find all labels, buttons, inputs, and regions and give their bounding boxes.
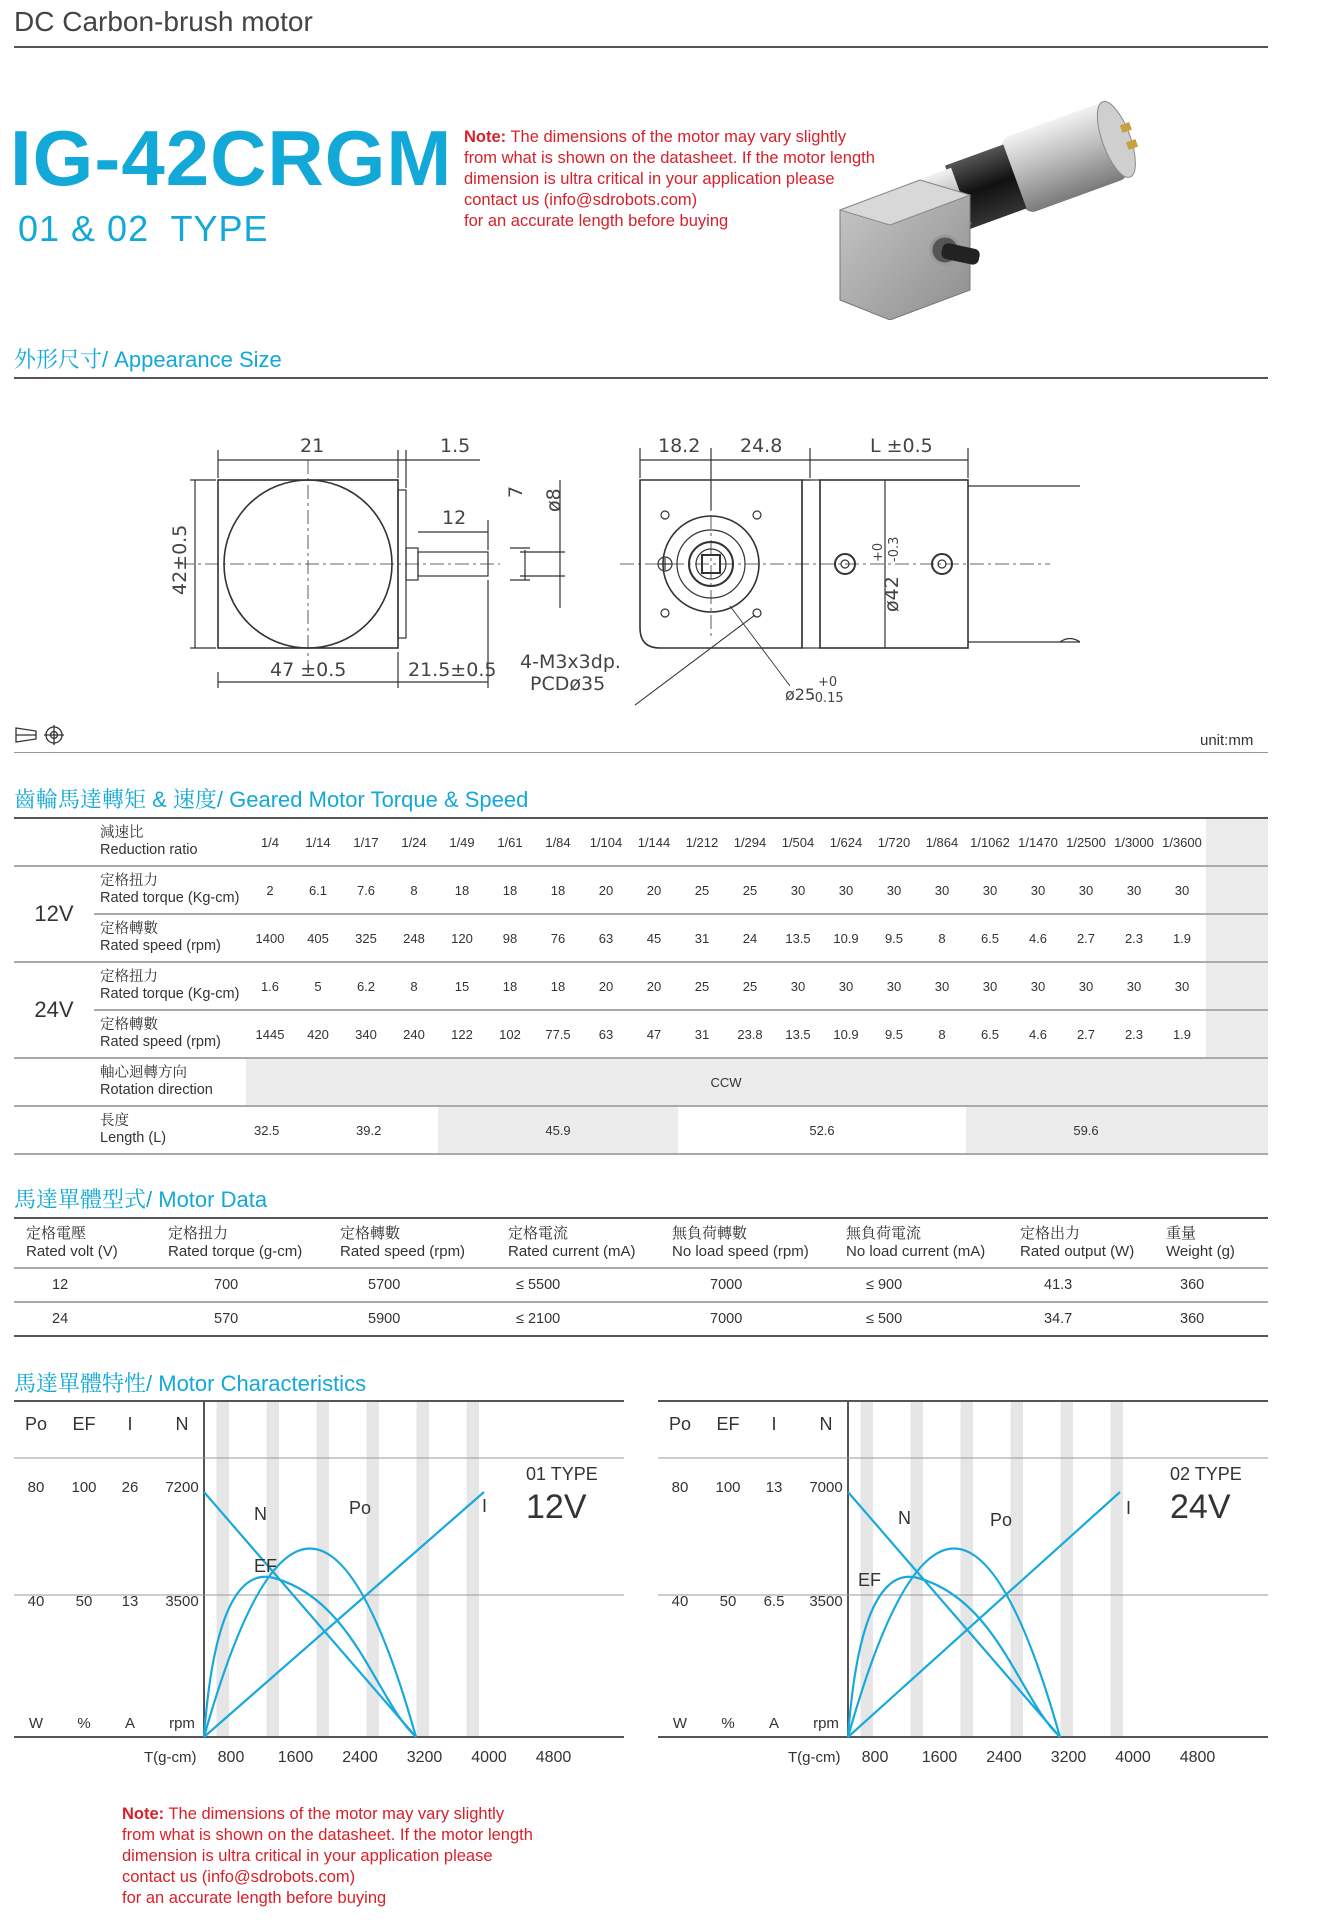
value-cell: 18 bbox=[534, 962, 582, 1010]
dim-42: 42±0.5 bbox=[169, 524, 191, 595]
note-label: Note: bbox=[464, 128, 507, 146]
section-title-motor-data bbox=[14, 1183, 267, 1214]
value-cell: 8 bbox=[918, 1010, 966, 1058]
value-cell: 420 bbox=[294, 1010, 342, 1058]
dim-1-5: 1.5 bbox=[440, 435, 471, 457]
ratio-cell: 1/144 bbox=[630, 819, 678, 866]
value-cell: 1.9 bbox=[1158, 1010, 1206, 1058]
value-cell: 30 bbox=[1062, 866, 1110, 914]
value-cell: 20 bbox=[630, 962, 678, 1010]
value-cell: 30 bbox=[1158, 866, 1206, 914]
ratio-cell: 1/3600 bbox=[1158, 819, 1206, 866]
ratio-cell: 1/1470 bbox=[1014, 819, 1062, 866]
value-cell: 25 bbox=[726, 962, 774, 1010]
axis-unit-label: A bbox=[768, 1715, 780, 1732]
length-row bbox=[14, 1106, 1268, 1154]
x-tick-label: 800 bbox=[861, 1749, 889, 1766]
ratio-cell: 1/294 bbox=[726, 819, 774, 866]
axis-tick-label: 100 bbox=[715, 1479, 741, 1496]
axis-tick-label: 40 bbox=[27, 1593, 45, 1610]
curve-label: I bbox=[1126, 1498, 1132, 1518]
axis-tick-label: 80 bbox=[671, 1479, 689, 1496]
curve-current bbox=[204, 1492, 484, 1737]
x-tick-label: 4800 bbox=[535, 1749, 572, 1766]
motor-data-title-zh: 馬達單體型式 bbox=[14, 1187, 147, 1212]
table-cell: 7000 bbox=[710, 1311, 743, 1327]
note-line: The dimensions of the motor may vary slightly bbox=[506, 128, 847, 146]
table-cell: 700 bbox=[214, 1277, 239, 1293]
dim-25-tol-bot: -0.15 bbox=[810, 691, 844, 706]
table-cell: 7000 bbox=[710, 1277, 743, 1293]
value-cell: 2.3 bbox=[1110, 1010, 1158, 1058]
value-cell: 13.5 bbox=[774, 914, 822, 962]
axis-head-label: N bbox=[819, 1414, 833, 1434]
dim-phi42-tol-bot: -0.3 bbox=[887, 536, 902, 562]
speed-24v-row bbox=[14, 1010, 1268, 1058]
ratio-cell: 1/1062 bbox=[966, 819, 1014, 866]
dim-24-8: 24.8 bbox=[740, 435, 783, 457]
axis-tick-label: 13 bbox=[765, 1479, 783, 1496]
x-tick-label: 4000 bbox=[1115, 1749, 1151, 1766]
value-cell: 30 bbox=[1014, 962, 1062, 1010]
table-cell: ≤ 2100 bbox=[516, 1311, 561, 1327]
ratio-cell: 1/4 bbox=[246, 819, 294, 866]
curve-efficiency bbox=[204, 1577, 416, 1737]
dim-8: ø8 bbox=[543, 488, 565, 512]
dim-7: 7 bbox=[505, 485, 527, 498]
type-subtitle: 01 & 02 TYPE bbox=[18, 208, 269, 249]
value-cell: 2.7 bbox=[1062, 1010, 1110, 1058]
axis-unit-label: % bbox=[721, 1715, 735, 1732]
axis-tick-label: 80 bbox=[27, 1479, 45, 1496]
value-cell: 2.3 bbox=[1110, 914, 1158, 962]
length-cell: 52.6 bbox=[678, 1106, 966, 1154]
axis-head-label: Po bbox=[668, 1414, 692, 1434]
value-cell: 30 bbox=[1110, 962, 1158, 1010]
value-cell: 248 bbox=[390, 914, 438, 962]
table-cell: ≤ 900 bbox=[866, 1277, 903, 1293]
dim-pcd: PCDø35 bbox=[530, 673, 606, 695]
row-label-ratio: 減速比 Reduction ratio bbox=[94, 819, 246, 866]
section-title-characteristics bbox=[14, 1367, 366, 1398]
value-cell: 6.5 bbox=[966, 914, 1014, 962]
axis-head-label: N bbox=[175, 1414, 189, 1434]
ratio-cell: 1/3000 bbox=[1110, 819, 1158, 866]
dim-25: ø25 bbox=[785, 685, 816, 704]
section-divider bbox=[14, 377, 1268, 379]
torque-12v-row bbox=[14, 866, 1268, 914]
axis-head-label: EF bbox=[72, 1414, 96, 1434]
axis-head-label: I bbox=[771, 1414, 777, 1434]
value-cell: 6.2 bbox=[342, 962, 390, 1010]
note-line: contact us (info@sdrobots.com) bbox=[122, 1868, 356, 1886]
value-cell: 7.6 bbox=[342, 866, 390, 914]
header-cell: 定格電流 Rated current (mA) bbox=[508, 1225, 636, 1260]
chart-type-label: 01 TYPE bbox=[526, 1464, 598, 1484]
x-tick-label: 4000 bbox=[471, 1749, 507, 1766]
dim-47: 47 ±0.5 bbox=[270, 659, 347, 681]
value-cell: 25 bbox=[726, 866, 774, 914]
rotation-value: CCW bbox=[246, 1058, 1206, 1106]
value-cell: 10.9 bbox=[822, 914, 870, 962]
dim-21-5: 21.5±0.5 bbox=[408, 659, 497, 681]
motor-data-row bbox=[14, 1268, 1268, 1302]
group-12v: 12V bbox=[14, 866, 94, 962]
rotation-row bbox=[14, 1058, 1268, 1106]
value-cell: 18 bbox=[486, 962, 534, 1010]
chart-volt-label: 24V bbox=[1170, 1488, 1231, 1526]
axis-unit-label: A bbox=[124, 1715, 136, 1732]
length-cell: 32.5 bbox=[246, 1106, 294, 1154]
curve-label: N bbox=[898, 1508, 911, 1528]
x-tick-label: 4800 bbox=[1179, 1749, 1216, 1766]
value-cell: 23.8 bbox=[726, 1010, 774, 1058]
ratio-cell: 1/720 bbox=[870, 819, 918, 866]
value-cell: 30 bbox=[870, 866, 918, 914]
table-cell: 5900 bbox=[368, 1311, 401, 1327]
value-cell: 30 bbox=[918, 962, 966, 1010]
x-axis-label: T(g-cm) bbox=[144, 1749, 197, 1766]
value-cell: 30 bbox=[1014, 866, 1062, 914]
motor-photo bbox=[830, 90, 1170, 320]
value-cell: 25 bbox=[678, 962, 726, 1010]
x-tick-label: 3200 bbox=[1050, 1749, 1087, 1766]
ratio-cell: 1/14 bbox=[294, 819, 342, 866]
value-cell: 240 bbox=[390, 1010, 438, 1058]
note-line: for an accurate length before buying bbox=[464, 212, 729, 230]
curve-label: Po bbox=[990, 1510, 1013, 1530]
value-cell: 9.5 bbox=[870, 914, 918, 962]
grid-stripe bbox=[317, 1400, 330, 1737]
table-cell: ≤ 500 bbox=[866, 1311, 903, 1327]
axis-head-label: Po bbox=[24, 1414, 48, 1434]
value-cell: 18 bbox=[486, 866, 534, 914]
table-cell: ≤ 5500 bbox=[516, 1277, 561, 1293]
value-cell: 8 bbox=[390, 866, 438, 914]
table-cell: 360 bbox=[1180, 1277, 1205, 1293]
value-cell: 4.6 bbox=[1014, 1010, 1062, 1058]
value-cell: 405 bbox=[294, 914, 342, 962]
table-cell: 5700 bbox=[368, 1277, 401, 1293]
speed-12v-row bbox=[14, 914, 1268, 962]
x-tick-label: 3200 bbox=[406, 1749, 443, 1766]
curve-speed bbox=[204, 1492, 416, 1737]
value-cell: 1.6 bbox=[246, 962, 294, 1010]
note-line: from what is shown on the datasheet. If the motor length bbox=[464, 149, 875, 167]
curve-label: EF bbox=[858, 1570, 882, 1590]
chart-type-label: 02 TYPE bbox=[1170, 1464, 1242, 1484]
category-title: DC Carbon-brush motor bbox=[14, 6, 313, 37]
curve-efficiency bbox=[848, 1577, 1060, 1737]
axis-tick-label: 50 bbox=[75, 1593, 93, 1610]
axis-unit-label: W bbox=[28, 1715, 44, 1732]
value-cell: 15 bbox=[438, 962, 486, 1010]
value-cell: 30 bbox=[870, 962, 918, 1010]
section-title-appearance: 外形尺寸/ Appearance Size bbox=[14, 347, 282, 372]
value-cell: 122 bbox=[438, 1010, 486, 1058]
ratio-cell: 1/624 bbox=[822, 819, 870, 866]
table-cell: 24 bbox=[52, 1311, 69, 1327]
value-cell: 18 bbox=[534, 866, 582, 914]
header-cell: 無負荷轉數 No load speed (rpm) bbox=[672, 1225, 809, 1260]
value-cell: 8 bbox=[390, 962, 438, 1010]
value-cell: 63 bbox=[582, 914, 630, 962]
motor-data-row bbox=[14, 1302, 1268, 1336]
note-line: dimension is ultra critical in your application please bbox=[464, 170, 835, 188]
length-cell: 59.6 bbox=[966, 1106, 1206, 1154]
torque-title-en: / Geared Motor Torque & Speed bbox=[216, 787, 529, 812]
axis-tick-label: 7200 bbox=[165, 1479, 199, 1496]
value-cell: 325 bbox=[342, 914, 390, 962]
grid-stripe bbox=[467, 1400, 480, 1737]
value-cell: 13.5 bbox=[774, 1010, 822, 1058]
row-label-length: 長度 Length (L) bbox=[94, 1106, 246, 1154]
value-cell: 45 bbox=[630, 914, 678, 962]
header-cell: 定格扭力 Rated torque (g-cm) bbox=[168, 1225, 303, 1260]
value-cell: 1.9 bbox=[1158, 914, 1206, 962]
grid-stripe bbox=[911, 1400, 924, 1737]
dim-phi42-tol-top: +0 bbox=[871, 542, 886, 562]
dimension-drawing bbox=[150, 420, 1080, 710]
value-cell: 30 bbox=[822, 866, 870, 914]
value-cell: 6.1 bbox=[294, 866, 342, 914]
axis-head-label: I bbox=[127, 1414, 133, 1434]
value-cell: 30 bbox=[918, 866, 966, 914]
axis-tick-label: 6.5 bbox=[763, 1593, 785, 1610]
model-name: IG-42CRGM bbox=[10, 114, 453, 202]
header-cell: 定格轉數 Rated speed (rpm) bbox=[340, 1225, 466, 1260]
curve-label: I bbox=[482, 1496, 488, 1516]
x-tick-label: 800 bbox=[217, 1749, 245, 1766]
dim-21: 21 bbox=[300, 435, 325, 457]
value-cell: 4.6 bbox=[1014, 914, 1062, 962]
table-cell: 12 bbox=[52, 1277, 69, 1293]
value-cell: 25 bbox=[678, 866, 726, 914]
header-cell: 重量 Weight (g) bbox=[1166, 1225, 1235, 1260]
axis-unit-label: % bbox=[77, 1715, 91, 1732]
grid-stripe bbox=[1111, 1400, 1124, 1737]
table-cell: 41.3 bbox=[1044, 1277, 1073, 1293]
header-divider bbox=[14, 46, 1268, 48]
projection-icons bbox=[14, 724, 66, 751]
torque-speed-table bbox=[14, 819, 1268, 1155]
motor-data-header bbox=[14, 1219, 1268, 1268]
x-tick-label: 2400 bbox=[342, 1749, 378, 1766]
ratio-cell: 1/504 bbox=[774, 819, 822, 866]
axis-tick-label: 100 bbox=[71, 1479, 97, 1496]
dim-hole: 4-M3x3dp. bbox=[520, 651, 621, 673]
note-line: contact us (info@sdrobots.com) bbox=[464, 191, 698, 209]
value-cell: 2 bbox=[246, 866, 294, 914]
value-cell: 1400 bbox=[246, 914, 294, 962]
value-cell: 20 bbox=[582, 962, 630, 1010]
projection-symbol-icon bbox=[14, 724, 66, 746]
x-tick-label: 1600 bbox=[277, 1749, 314, 1766]
x-axis-label: T(g-cm) bbox=[788, 1749, 841, 1766]
table-cell: 34.7 bbox=[1044, 1311, 1073, 1327]
value-cell: 6.5 bbox=[966, 1010, 1014, 1058]
value-cell: 30 bbox=[1062, 962, 1110, 1010]
value-cell: 31 bbox=[678, 914, 726, 962]
ratio-cell: 1/212 bbox=[678, 819, 726, 866]
ratio-cell: 1/17 bbox=[342, 819, 390, 866]
value-cell: 9.5 bbox=[870, 1010, 918, 1058]
value-cell: 30 bbox=[822, 962, 870, 1010]
value-cell: 20 bbox=[630, 866, 678, 914]
curve-label: N bbox=[254, 1504, 267, 1524]
row-label-rotation: 軸心迴轉方向 Rotation direction bbox=[94, 1058, 246, 1106]
char-title-en: / Motor Characteristics bbox=[146, 1371, 367, 1396]
value-cell: 8 bbox=[918, 914, 966, 962]
table-cell: 570 bbox=[214, 1311, 239, 1327]
ratio-cell: 1/2500 bbox=[1062, 819, 1110, 866]
value-cell: 1445 bbox=[246, 1010, 294, 1058]
torque-24v-row bbox=[14, 962, 1268, 1010]
value-cell: 76 bbox=[534, 914, 582, 962]
row-label-speed: 定格轉數 Rated speed (rpm) bbox=[94, 914, 246, 962]
unit-label: unit:mm bbox=[1200, 732, 1254, 749]
grid-stripe bbox=[961, 1400, 974, 1737]
ratio-cell: 1/24 bbox=[390, 819, 438, 866]
dim-25-tol-top: +0 bbox=[818, 675, 838, 690]
value-cell: 102 bbox=[486, 1010, 534, 1058]
row-label-speed: 定格轉數 Rated speed (rpm) bbox=[94, 1010, 246, 1058]
section-title-torque bbox=[14, 783, 528, 814]
value-cell: 30 bbox=[966, 866, 1014, 914]
ratio-cell: 1/49 bbox=[438, 819, 486, 866]
header-cell: 定格電壓 Rated volt (V) bbox=[26, 1225, 118, 1260]
char-title-zh: 馬達單體特性 bbox=[14, 1371, 147, 1396]
curve-speed bbox=[848, 1492, 1060, 1737]
dim-L: L ±0.5 bbox=[870, 435, 933, 457]
group-24v: 24V bbox=[14, 962, 94, 1058]
value-cell: 47 bbox=[630, 1010, 678, 1058]
curve-label: Po bbox=[349, 1498, 372, 1518]
ratio-cell: 1/104 bbox=[582, 819, 630, 866]
axis-tick-label: 3500 bbox=[165, 1593, 199, 1610]
note-bottom bbox=[122, 1804, 582, 1909]
axis-unit-label: rpm bbox=[813, 1715, 839, 1732]
value-cell: 77.5 bbox=[534, 1010, 582, 1058]
value-cell: 30 bbox=[774, 866, 822, 914]
note-label: Note: bbox=[122, 1805, 165, 1823]
axis-tick-label: 50 bbox=[719, 1593, 737, 1610]
value-cell: 31 bbox=[678, 1010, 726, 1058]
note-line: dimension is ultra critical in your application please bbox=[122, 1847, 493, 1865]
value-cell: 2.7 bbox=[1062, 914, 1110, 962]
row-label-torque: 定格扭力 Rated torque (Kg-cm) bbox=[94, 962, 246, 1010]
length-cell: 39.2 bbox=[294, 1106, 438, 1154]
header-cell: 無負荷電流 No load current (mA) bbox=[846, 1225, 986, 1260]
motor-data-title-en: / Motor Data bbox=[146, 1187, 268, 1212]
table-cell: 360 bbox=[1180, 1311, 1205, 1327]
ratio-cell: 1/864 bbox=[918, 819, 966, 866]
value-cell: 120 bbox=[438, 914, 486, 962]
value-cell: 30 bbox=[1158, 962, 1206, 1010]
x-tick-label: 2400 bbox=[986, 1749, 1022, 1766]
axis-tick-label: 7000 bbox=[809, 1479, 843, 1496]
note-line: The dimensions of the motor may vary slightly bbox=[164, 1805, 505, 1823]
characteristics-chart-24v bbox=[658, 1400, 1268, 1780]
value-cell: 20 bbox=[582, 866, 630, 914]
value-cell: 18 bbox=[438, 866, 486, 914]
length-cell: 45.9 bbox=[438, 1106, 678, 1154]
note-line: for an accurate length before buying bbox=[122, 1889, 387, 1907]
axis-head-label: EF bbox=[716, 1414, 740, 1434]
value-cell: 98 bbox=[486, 914, 534, 962]
grid-stripe bbox=[417, 1400, 430, 1737]
value-cell: 10.9 bbox=[822, 1010, 870, 1058]
chart-volt-label: 12V bbox=[526, 1488, 587, 1526]
dim-12: 12 bbox=[442, 507, 467, 529]
axis-unit-label: rpm bbox=[169, 1715, 195, 1732]
value-cell: 30 bbox=[774, 962, 822, 1010]
dim-18-2: 18.2 bbox=[658, 435, 701, 457]
value-cell: 30 bbox=[1110, 866, 1158, 914]
section-divider bbox=[14, 752, 1268, 753]
value-cell: 5 bbox=[294, 962, 342, 1010]
note-line: from what is shown on the datasheet. If the motor length bbox=[122, 1826, 533, 1844]
ratio-cell: 1/84 bbox=[534, 819, 582, 866]
axis-tick-label: 26 bbox=[121, 1479, 139, 1496]
value-cell: 30 bbox=[966, 962, 1014, 1010]
row-label-torque: 定格扭力 Rated torque (Kg-cm) bbox=[94, 866, 246, 914]
value-cell: 340 bbox=[342, 1010, 390, 1058]
curve-label: EF bbox=[254, 1556, 278, 1576]
curve-current bbox=[848, 1492, 1120, 1737]
ratio-cell: 1/61 bbox=[486, 819, 534, 866]
ratio-row bbox=[14, 819, 1268, 866]
x-tick-label: 1600 bbox=[921, 1749, 958, 1766]
dim-phi42: ø42 bbox=[881, 576, 903, 612]
value-cell: 63 bbox=[582, 1010, 630, 1058]
axis-tick-label: 40 bbox=[671, 1593, 689, 1610]
header-cell: 定格出力 Rated output (W) bbox=[1020, 1225, 1135, 1260]
axis-tick-label: 13 bbox=[121, 1593, 139, 1610]
value-cell: 24 bbox=[726, 914, 774, 962]
motor-data-table bbox=[14, 1219, 1268, 1337]
axis-unit-label: W bbox=[672, 1715, 688, 1732]
grid-stripe bbox=[1061, 1400, 1074, 1737]
torque-title-zh: 齒輪馬達轉矩 & 速度 bbox=[14, 787, 217, 812]
characteristics-chart-12v bbox=[14, 1400, 624, 1780]
axis-tick-label: 3500 bbox=[809, 1593, 843, 1610]
